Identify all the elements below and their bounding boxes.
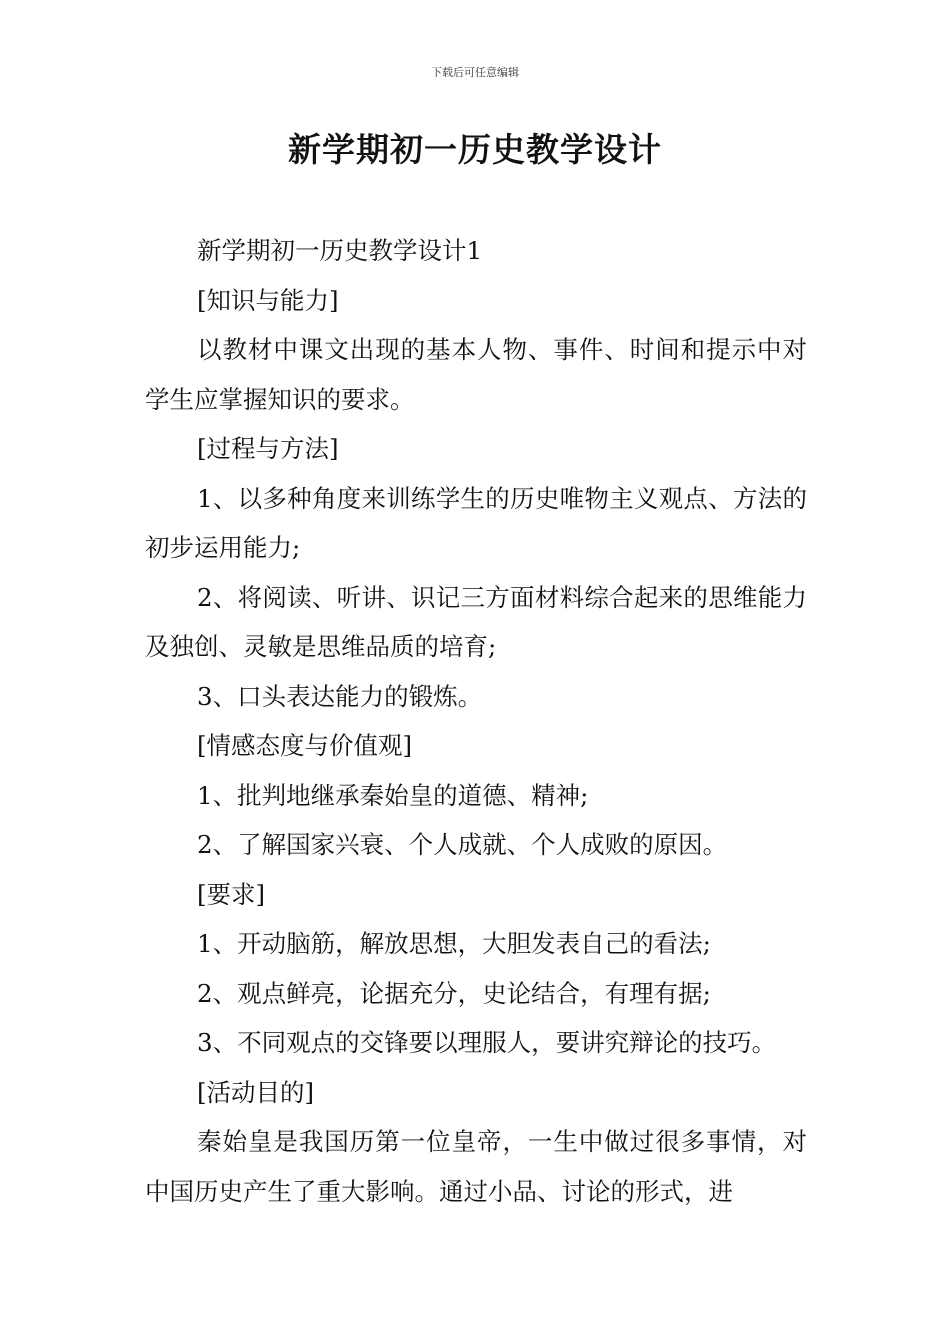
paragraph-heading-knowledge: [知识与能力] — [197, 285, 339, 315]
paragraph-heading-process: [过程与方法] — [197, 434, 339, 463]
paragraph: 1、以多种角度来训练学生的历史唯物主义观点、方法的初步运用能力; — [145, 483, 807, 562]
paragraph: 1、批判地继承秦始皇的道德、精神; — [197, 780, 589, 810]
document-title: 新学期初一历史教学设计 — [288, 130, 662, 169]
paragraph: 秦始皇是我国历第一位皇帝，一生中做过很多事情，对中国历史产生了重大影响。通过小品、讨论的形式，进 — [145, 1127, 807, 1206]
paragraph: 3、不同观点的交锋要以理服人，要讲究辩论的技巧。 — [197, 1028, 777, 1057]
header-note: 下载后可任意编辑 — [431, 66, 519, 79]
paragraph: 2、将阅读、听讲、识记三方面材料综合起来的思维能力及独创、灵敏是思维品质的培育; — [145, 582, 807, 661]
document-body — [145, 226, 807, 1216]
paragraph: 3、口头表达能力的锻炼。 — [197, 681, 483, 711]
paragraph-heading-purpose: [活动目的] — [197, 1077, 315, 1107]
paragraph-subtitle: 新学期初一历史教学设计1 — [197, 236, 483, 265]
paragraph-heading-attitude: [情感态度与价值观] — [197, 731, 413, 760]
paragraph: 2、了解国家兴衰、个人成就、个人成败的原因。 — [197, 830, 728, 859]
paragraph: 以教材中课文出现的基本人物、事件、时间和提示中对学生应掌握知识的要求。 — [145, 335, 807, 414]
paragraph: 2、观点鲜亮，论据充分，史论结合，有理有据; — [197, 978, 711, 1008]
paragraph-heading-requirements: [要求] — [197, 879, 266, 909]
paragraph: 1、开动脑筋，解放思想，大胆发表自己的看法; — [197, 929, 711, 958]
